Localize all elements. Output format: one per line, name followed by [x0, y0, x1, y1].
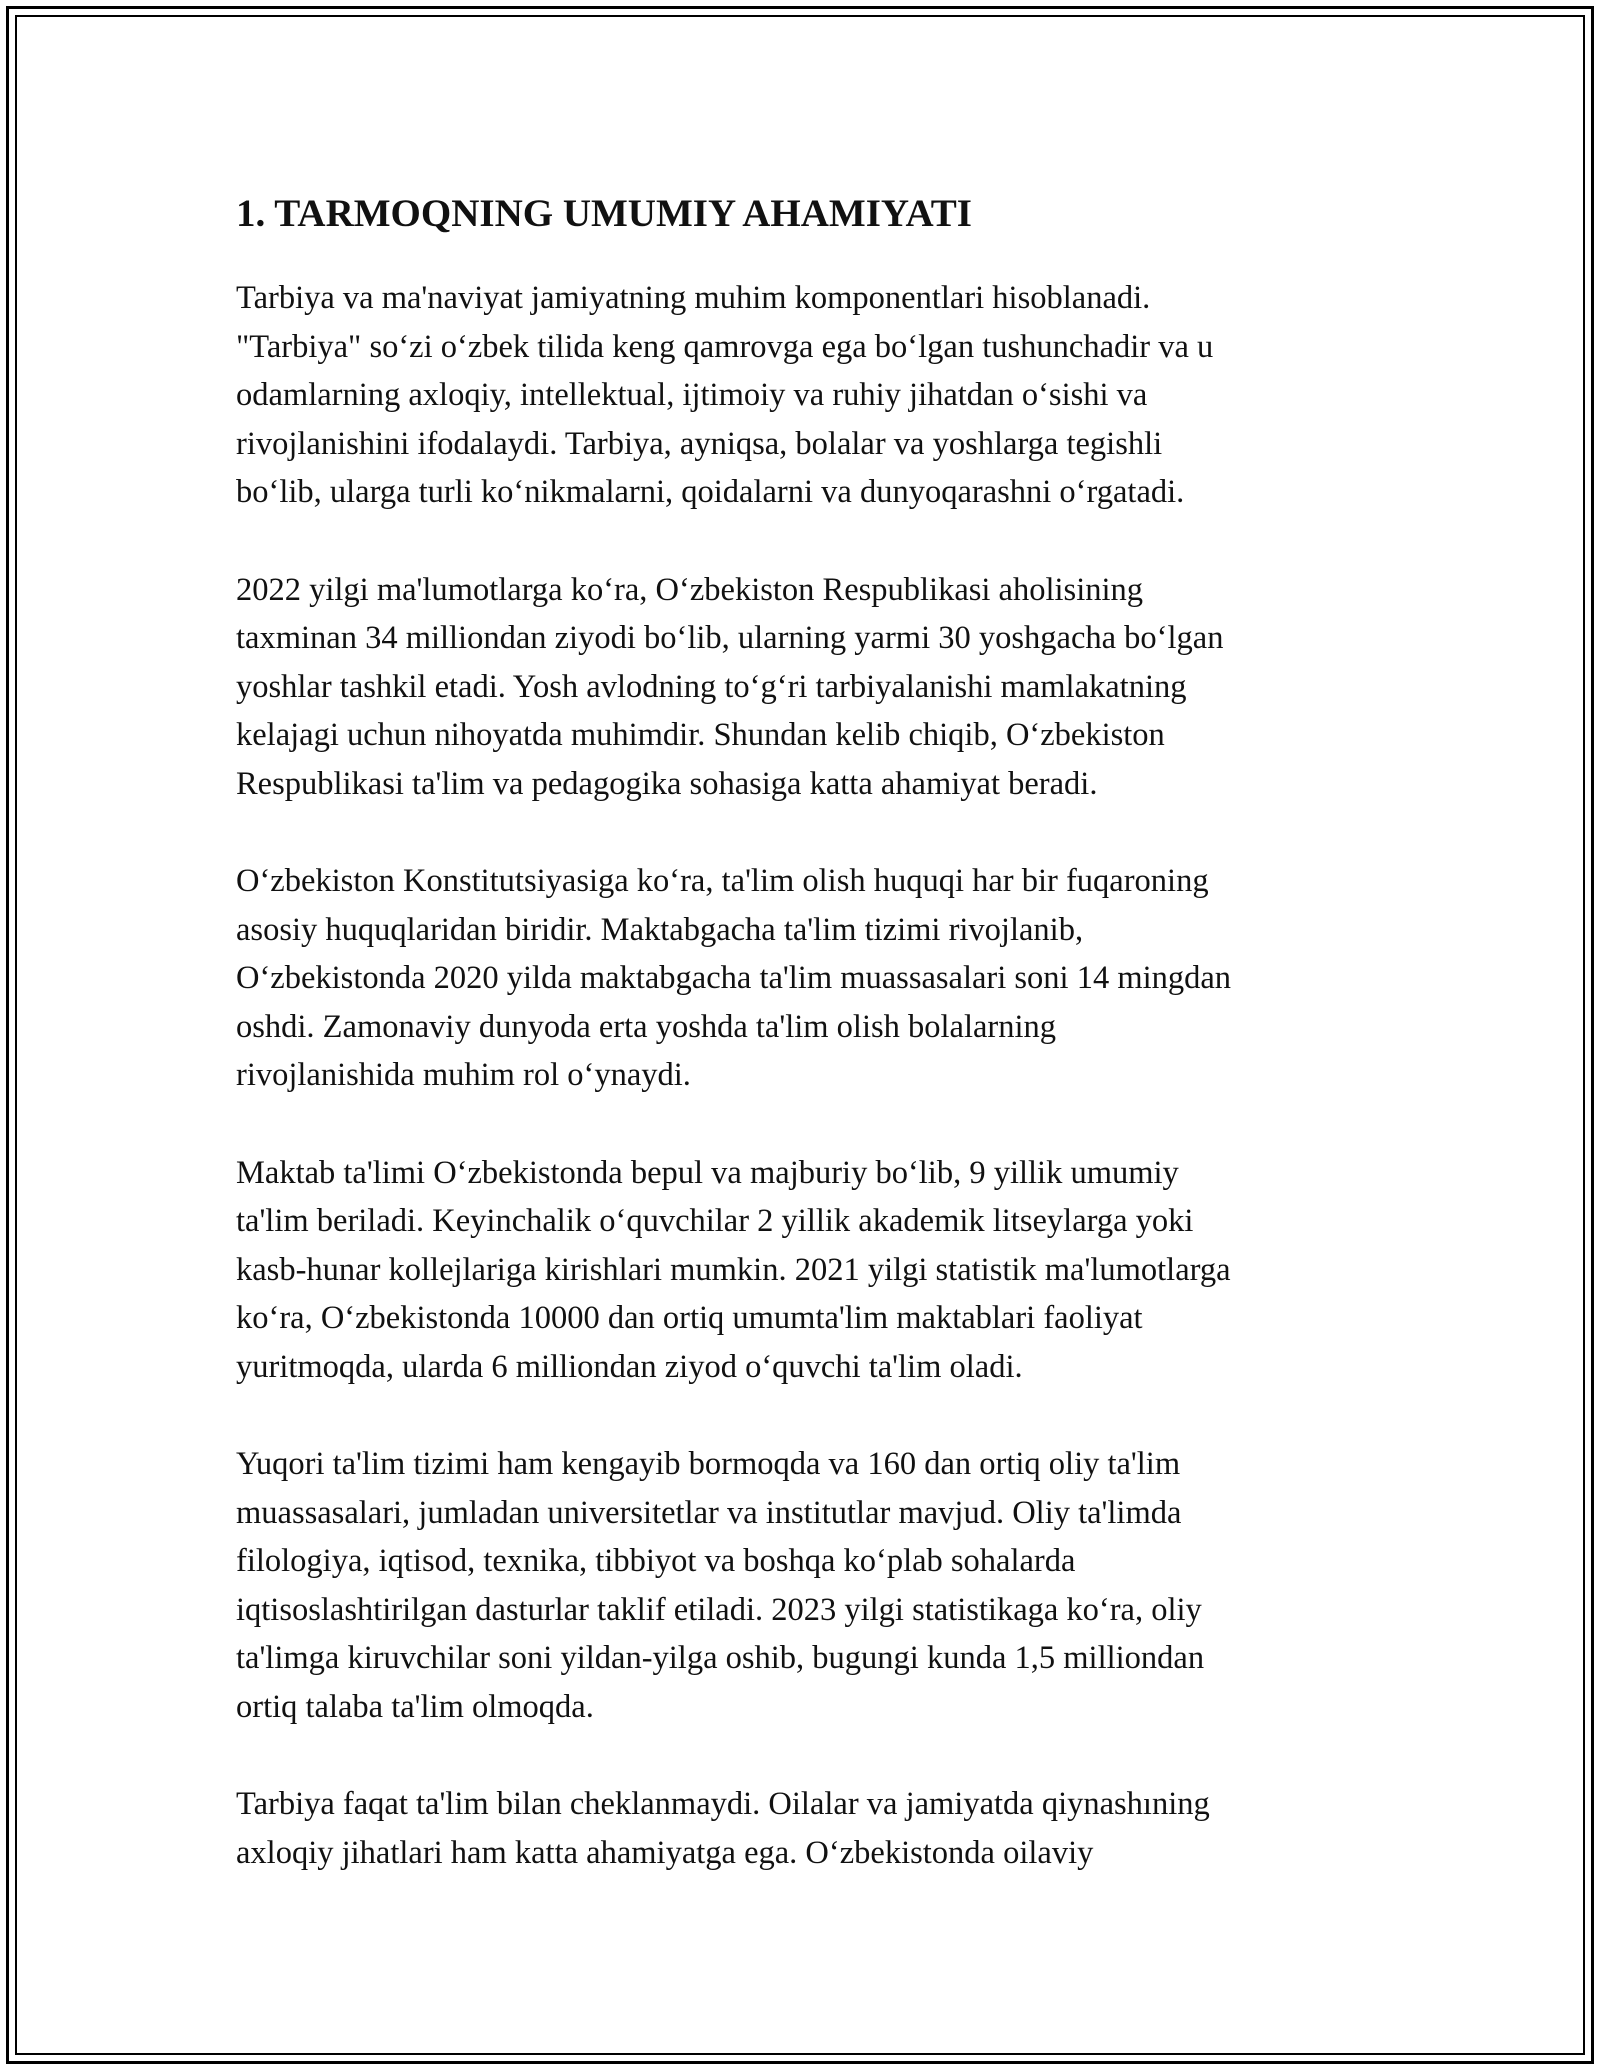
paragraph-3 — [236, 857, 1376, 1100]
text-line: Tarbiya va ma'naviyat jamiyatning muhim komponentlari hisoblanadi. — [236, 280, 1151, 316]
text-line: oshdi. Zamonaviy dunyoda erta yoshda ta'lim olish bolalarning — [236, 1008, 1057, 1045]
text-line: filologiya, iqtisod, texnika, tibbiyot va boshqa koʻplab sohalarda — [236, 1543, 1076, 1579]
paragraph-6 — [236, 1780, 1376, 1877]
text-line: "Tarbiya" soʻzi oʻzbek tilida keng qamrovga ega boʻlgan tushunchadir va u — [236, 328, 1214, 365]
text-line: Yuqori ta'lim tizimi ham kengayib bormoqda va 160 dan ortiq oliy ta'lim — [236, 1446, 1181, 1482]
text-line: muassasalari, jumladan universitetlar va institutlar mavjud. Oliy ta'limda — [236, 1494, 1182, 1531]
paragraph-2 — [236, 566, 1376, 809]
text-line: ta'limga kiruvchilar soni yildan-yilga oshib, bugungi kunda 1,5 milliondan — [236, 1640, 1205, 1676]
text-line: koʻra, Oʻzbekistonda 10000 dan ortiq umumta'lim maktablari faoliyat — [236, 1300, 1143, 1336]
document-body — [236, 186, 1376, 1926]
text-line: Oʻzbekistonda 2020 yilda maktabgacha ta'lim muassasalari soni 14 mingdan — [236, 960, 1232, 996]
text-line: rivojlanishini ifodalaydi. Tarbiya, ayniqsa, bolalar va yoshlarga tegishli — [236, 425, 1163, 462]
text-line: rivojlanishida muhim rol oʻynaydi. — [236, 1057, 691, 1093]
text-line: kasb-hunar kollejlariga kirishlari mumkin. 2021 yilgi statistik ma'lumotlarga — [236, 1251, 1231, 1288]
text-line: yuritmoqda, ularda 6 milliondan ziyod oʻquvchi ta'lim oladi. — [236, 1348, 1023, 1385]
paragraph-5 — [236, 1440, 1376, 1731]
text-line: 2022 yilgi ma'lumotlarga koʻra, Oʻzbekiston Respublikasi aholisining — [236, 571, 1144, 608]
section-heading: 1. TARMOQNING UMUMIY AHAMIYATI — [236, 192, 972, 235]
text-line: asosiy huquqlaridan biridir. Maktabgacha ta'lim tizimi rivojlanib, — [236, 911, 1084, 948]
paragraph-4 — [236, 1149, 1376, 1392]
text-line: axloqiy jihatlari ham katta ahamiyatga ega. Oʻzbekistonda oilaviy — [236, 1834, 1094, 1871]
text-line: Respublikasi ta'lim va pedagogika sohasiga katta ahamiyat beradi. — [236, 765, 1098, 802]
text-line: iqtisoslashtirilgan dasturlar taklif etiladi. 2023 yilgi statistikaga koʻra, oliy — [236, 1591, 1202, 1628]
text-line: ta'lim beriladi. Keyinchalik oʻquvchilar 2 yillik akademik litseylarga yoki — [236, 1203, 1194, 1239]
text-line: odamlarning axloqiy, intellektual, ijtimoiy va ruhiy jihatdan oʻsishi va — [236, 377, 1148, 413]
paragraph-1 — [236, 274, 1376, 517]
text-line: taxminan 34 milliondan ziyodi boʻlib, ularning yarmi 30 yoshgacha boʻlgan — [236, 620, 1224, 656]
text-line: kelajagi uchun nihoyatda muhimdir. Shundan kelib chiqib, Oʻzbekiston — [236, 717, 1165, 753]
text-line: ortiq talaba ta'lim olmoqda. — [236, 1688, 594, 1725]
text-line: Maktab ta'limi Oʻzbekistonda bepul va majburiy boʻlib, 9 yillik umumiy — [236, 1154, 1179, 1191]
text-line: yoshlar tashkil etadi. Yosh avlodning toʻgʻri tarbiyalanishi mamlakatning — [236, 668, 1187, 705]
text-line: boʻlib, ularga turli koʻnikmalarni, qoidalarni va dunyoqarashni oʻrgatadi. — [236, 474, 1185, 510]
text-line: Tarbiya faqat ta'lim bilan cheklanmaydi. Oilalar va jamiyatda qiynashıning — [236, 1786, 1210, 1822]
text-line: Oʻzbekiston Konstitutsiyasiga koʻra, ta'lim olish huquqi har bir fuqaroning — [236, 863, 1209, 899]
